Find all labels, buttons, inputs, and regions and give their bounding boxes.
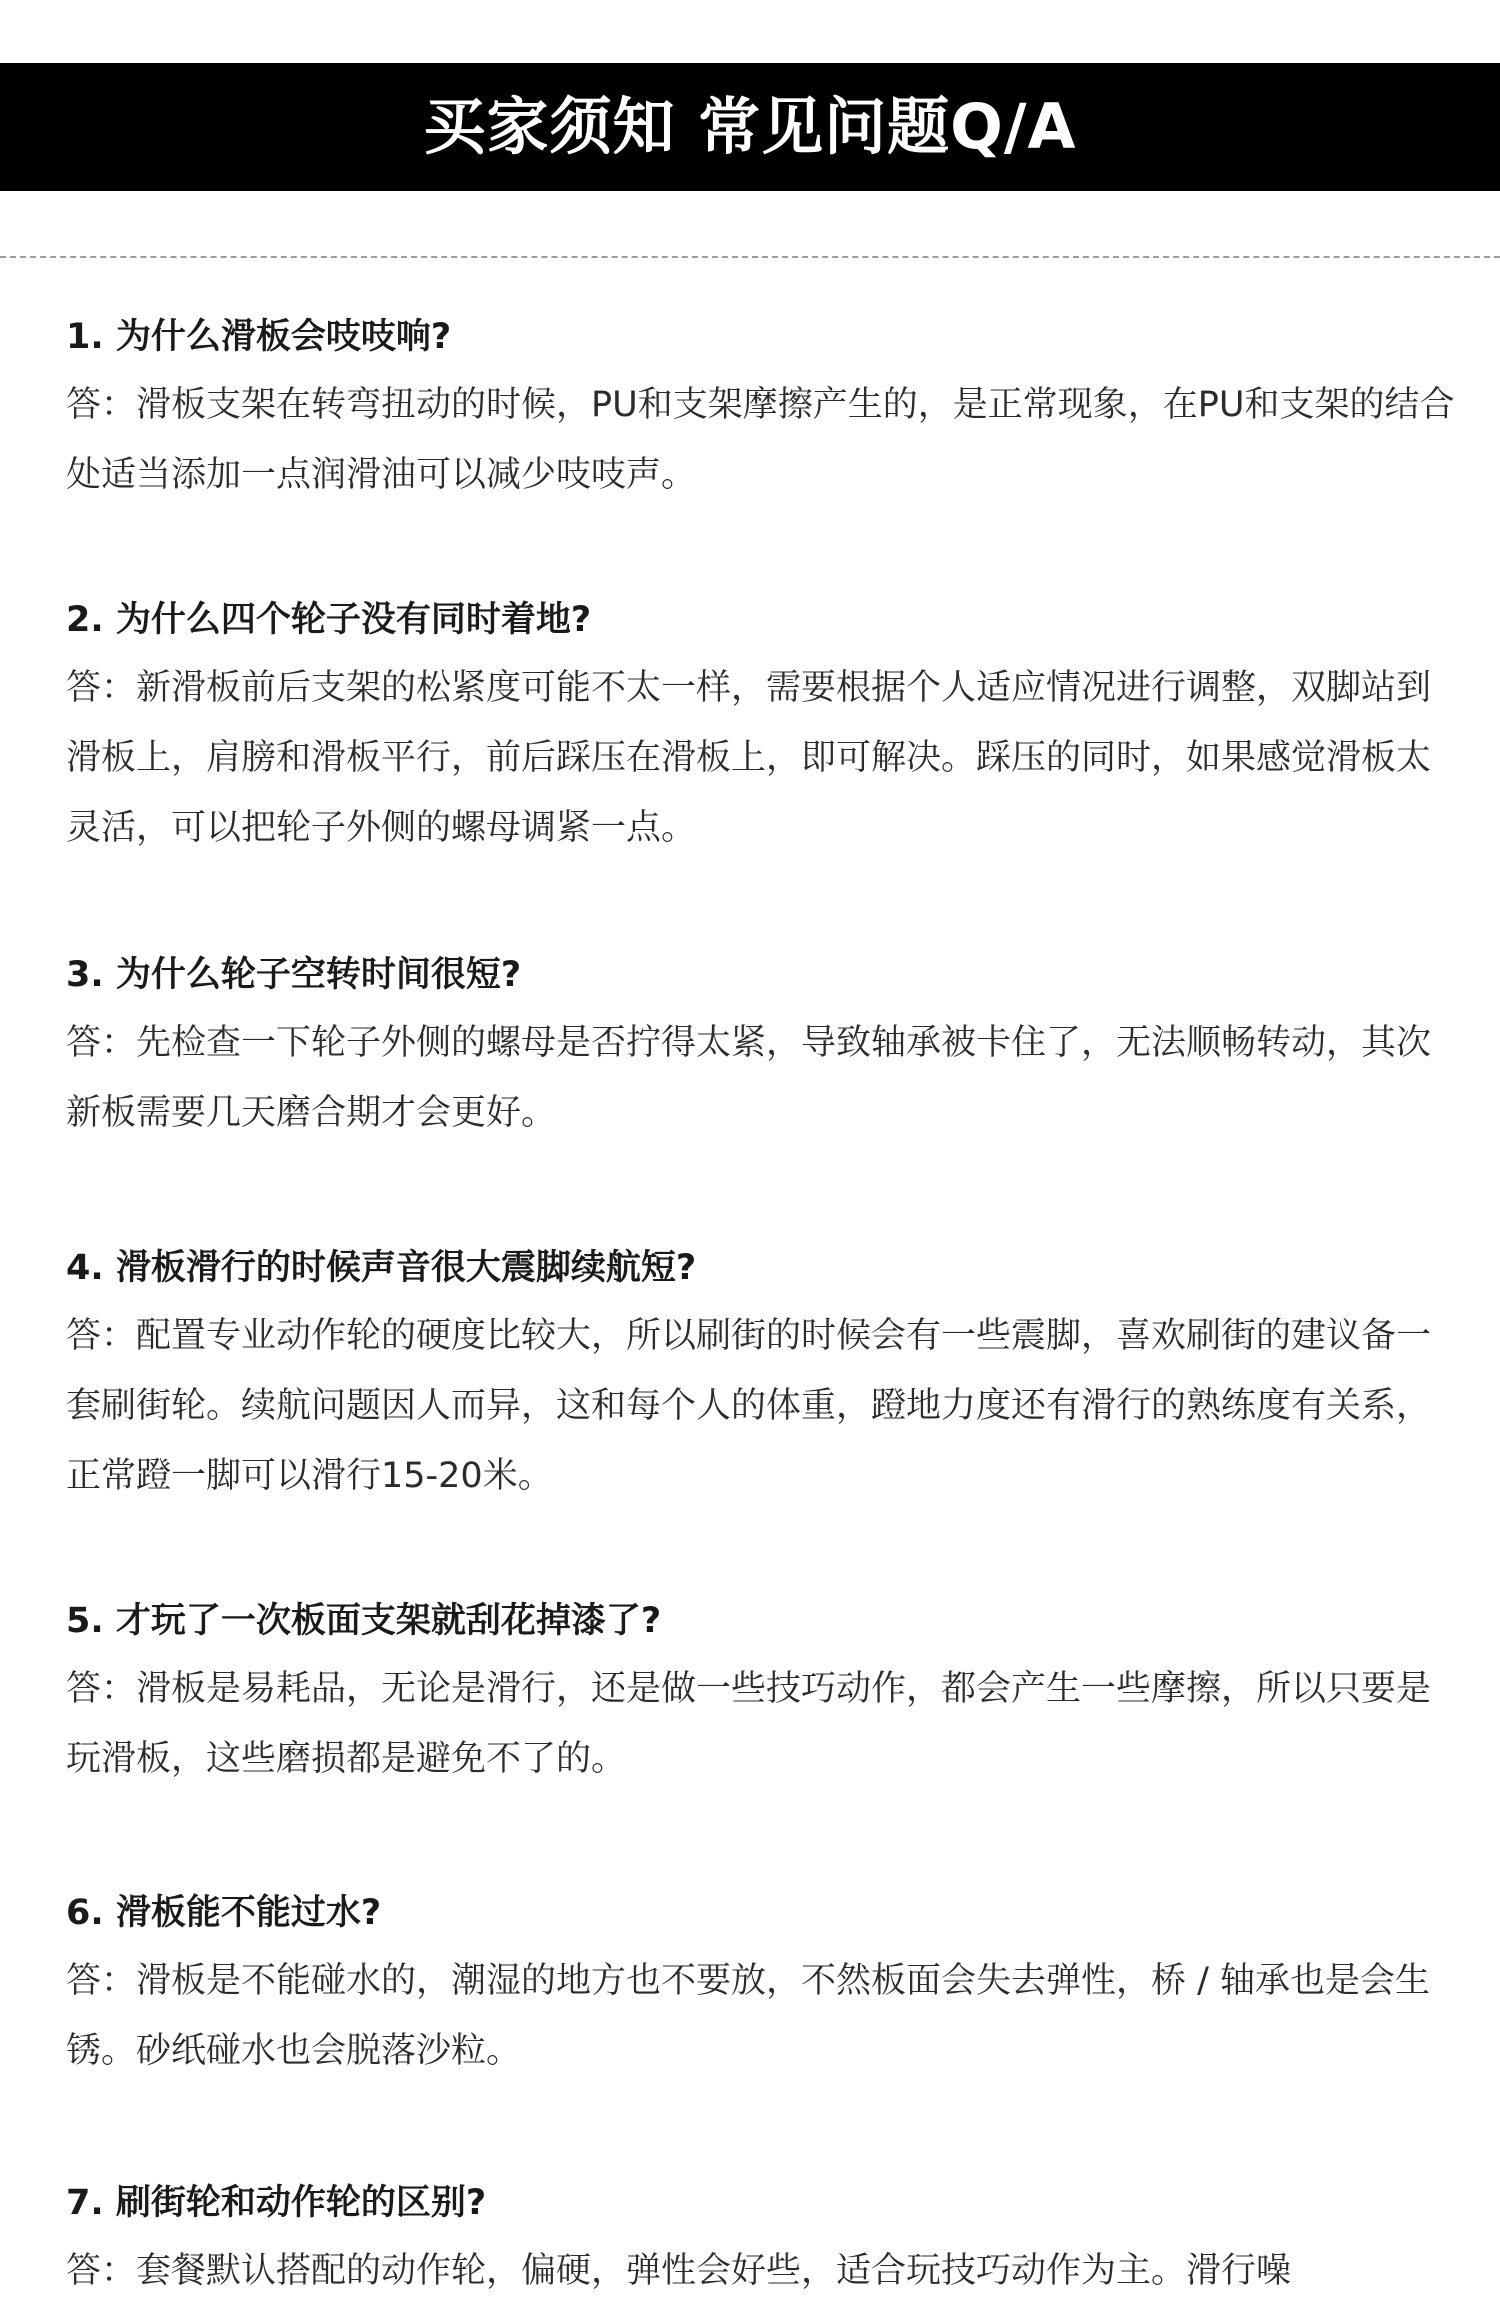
header-banner	[0, 63, 1500, 191]
faq-answer: 答：先检查一下轮子外侧的螺母是否拧得太紧，导致轴承被卡住了，无法顺畅转动，其次新板需要几天磨合期才会更好。	[66, 1023, 1432, 1133]
faq-item-3	[66, 946, 1456, 1148]
faq-answer: 答：配置专业动作轮的硬度比较大，所以刷街的时候会有一些震脚，喜欢刷街的建议备一套刷街轮。续航问题因人而异，这和每个人的体重，蹬地力度还有滑行的熟练度有关系，正常蹬一脚可以滑行15-20米。	[66, 1316, 1432, 1496]
faq-question: 5. 才玩了一次板面支架就刮花掉漆了?	[66, 1601, 662, 1641]
faq-question: 1. 为什么滑板会吱吱响?	[66, 317, 452, 357]
faq-item-7	[66, 2174, 1456, 2306]
faq-item-6	[66, 1884, 1456, 2086]
faq-item-5	[66, 1592, 1456, 1794]
page-title: 买家须知 常见问题Q/A	[423, 90, 1077, 163]
dashed-divider	[0, 256, 1500, 258]
faq-question: 3. 为什么轮子空转时间很短?	[66, 955, 522, 995]
faq-question: 2. 为什么四个轮子没有同时着地?	[66, 600, 592, 640]
faq-item-2	[66, 591, 1456, 863]
faq-answer: 答：滑板是不能碰水的，潮湿的地方也不要放，不然板面会失去弹性，桥 / 轴承也是会生锈。砂纸碰水也会脱落沙粒。	[66, 1961, 1431, 2071]
faq-question: 6. 滑板能不能过水?	[66, 1893, 382, 1933]
faq-answer: 答：滑板支架在转弯扭动的时候，PU和支架摩擦产生的，是正常现象，在PU和支架的结合处适当添加一点润滑油可以减少吱吱声。	[66, 385, 1455, 495]
faq-answer: 答：套餐默认搭配的动作轮，偏硬，弹性会好些，适合玩技巧动作为主。滑行噪	[66, 2251, 1292, 2291]
faq-item-4	[66, 1239, 1456, 1511]
faq-answer: 答：新滑板前后支架的松紧度可能不太一样，需要根据个人适应情况进行调整，双脚站到滑板上，肩膀和滑板平行，前后踩压在滑板上，即可解决。踩压的同时，如果感觉滑板太灵活，可以把轮子外侧的螺母调紧一点。	[66, 668, 1432, 848]
faq-item-1	[66, 308, 1456, 510]
faq-answer: 答：滑板是易耗品，无论是滑行，还是做一些技巧动作，都会产生一些摩擦，所以只要是玩滑板，这些磨损都是避免不了的。	[66, 1669, 1432, 1779]
faq-question: 4. 滑板滑行的时候声音很大震脚续航短?	[66, 1248, 697, 1288]
faq-question: 7. 刷街轮和动作轮的区别?	[66, 2183, 487, 2223]
